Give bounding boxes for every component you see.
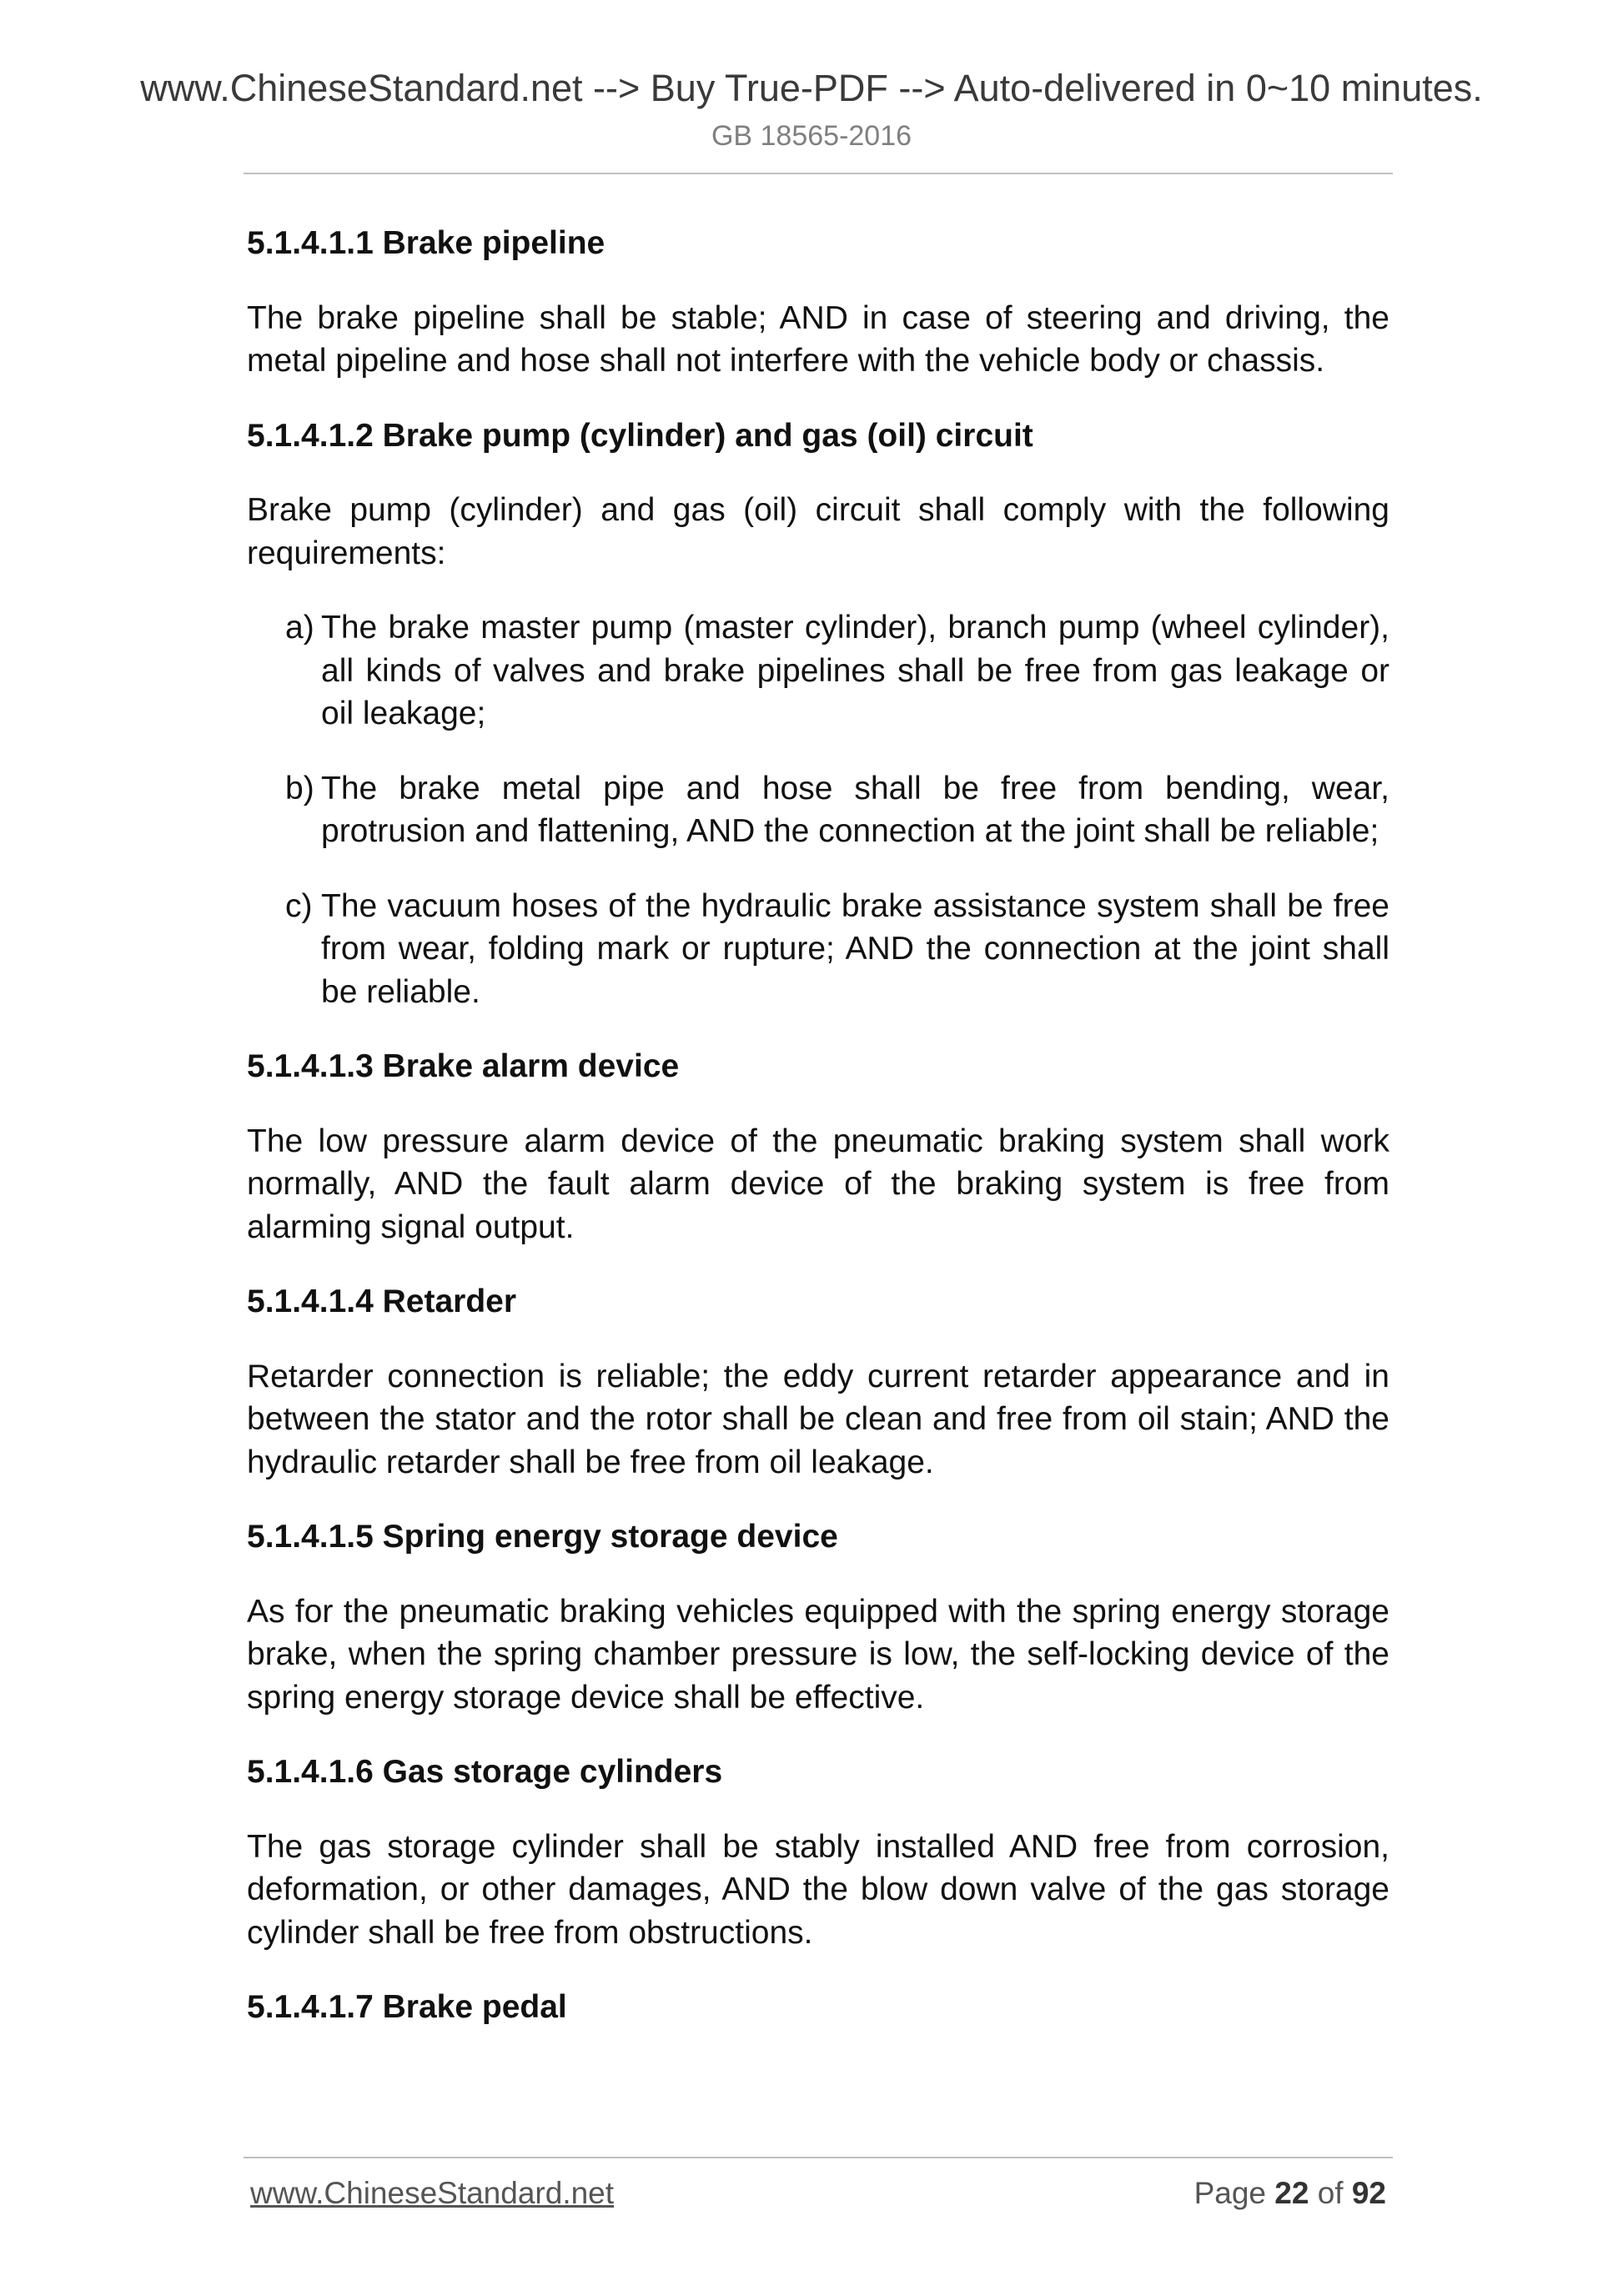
section-heading: 5.1.4.1.2 Brake pump (cylinder) and gas (oil) circuit bbox=[247, 417, 1033, 454]
section-heading: 5.1.4.1.1 Brake pipeline bbox=[247, 225, 605, 261]
document-body bbox=[247, 222, 1389, 2061]
standard-id: GB 18565-2016 bbox=[711, 120, 912, 152]
list-item bbox=[285, 885, 1389, 1014]
list-item-text: The brake master pump (master cylinder), branch pump (wheel cylinder), all kinds of valves and brake pipelines shall be free from gas leakage or oil leakage; bbox=[321, 610, 1389, 731]
section-heading: 5.1.4.1.6 Gas storage cylinders bbox=[247, 1754, 723, 1790]
list-marker: a) bbox=[285, 610, 314, 646]
page-total: 92 bbox=[1351, 2176, 1386, 2210]
section-paragraph: The low pressure alarm device of the pneumatic braking system shall work normally, AND the fault alarm device of the braking system is free from alarming signal output. bbox=[247, 1123, 1389, 1245]
list-item bbox=[285, 767, 1389, 853]
list-marker: b) bbox=[285, 770, 314, 806]
list-item-text: The vacuum hoses of the hydraulic brake assistance system shall be free from wear, folding mark or rupture; AND the connection at the joint shall be reliable. bbox=[321, 887, 1389, 1010]
footer-divider bbox=[244, 2157, 1393, 2158]
page-header bbox=[0, 65, 1623, 155]
list-item-text: The brake metal pipe and hose shall be free from bending, wear, protrusion and flattening, AND the connection at the joint shall be reliable; bbox=[321, 770, 1389, 849]
section-heading: 5.1.4.1.5 Spring energy storage device bbox=[247, 1519, 838, 1555]
page-word: Page bbox=[1193, 2176, 1266, 2210]
section-paragraph: The gas storage cylinder shall be stably installed AND free from corrosion, deformation, or other damages, AND the blow down valve of the gas storage cylinder shall be free from obstructions. bbox=[247, 1828, 1389, 1951]
page-number bbox=[1194, 2173, 1386, 2214]
section-paragraph: As for the pneumatic braking vehicles equipped with the spring energy storage brake, when the spring chamber pressure is low, the self-locking device of the spring energy storage device shall be effective. bbox=[247, 1593, 1389, 1716]
requirements-list bbox=[247, 606, 1389, 1013]
site-link[interactable]: www.ChineseStandard.net bbox=[250, 2176, 615, 2210]
section-paragraph: Brake pump (cylinder) and gas (oil) circuit shall comply with the following requirements: bbox=[247, 492, 1389, 571]
header-banner: www.ChineseStandard.net --> Buy True-PDF --> Auto-delivered in 0~10 minutes. bbox=[140, 67, 1483, 109]
section-paragraph: The brake pipeline shall be stable; AND in case of steering and driving, the metal pipeline and hose shall not interfere with the vehicle body or chassis. bbox=[247, 299, 1389, 379]
section-paragraph: Retarder connection is reliable; the eddy current retarder appearance and in between the stator and the rotor shall be clean and free from oil stain; AND the hydraulic retarder shall be free from oil leakage. bbox=[247, 1358, 1389, 1480]
list-marker: c) bbox=[285, 887, 313, 924]
section-heading: 5.1.4.1.7 Brake pedal bbox=[247, 1989, 567, 2025]
section-heading: 5.1.4.1.4 Retarder bbox=[247, 1284, 517, 1319]
list-item bbox=[285, 606, 1389, 736]
header-divider bbox=[244, 173, 1393, 174]
page-current: 22 bbox=[1274, 2176, 1309, 2210]
page-of-word: of bbox=[1317, 2176, 1344, 2210]
section-heading: 5.1.4.1.3 Brake alarm device bbox=[247, 1048, 680, 1084]
